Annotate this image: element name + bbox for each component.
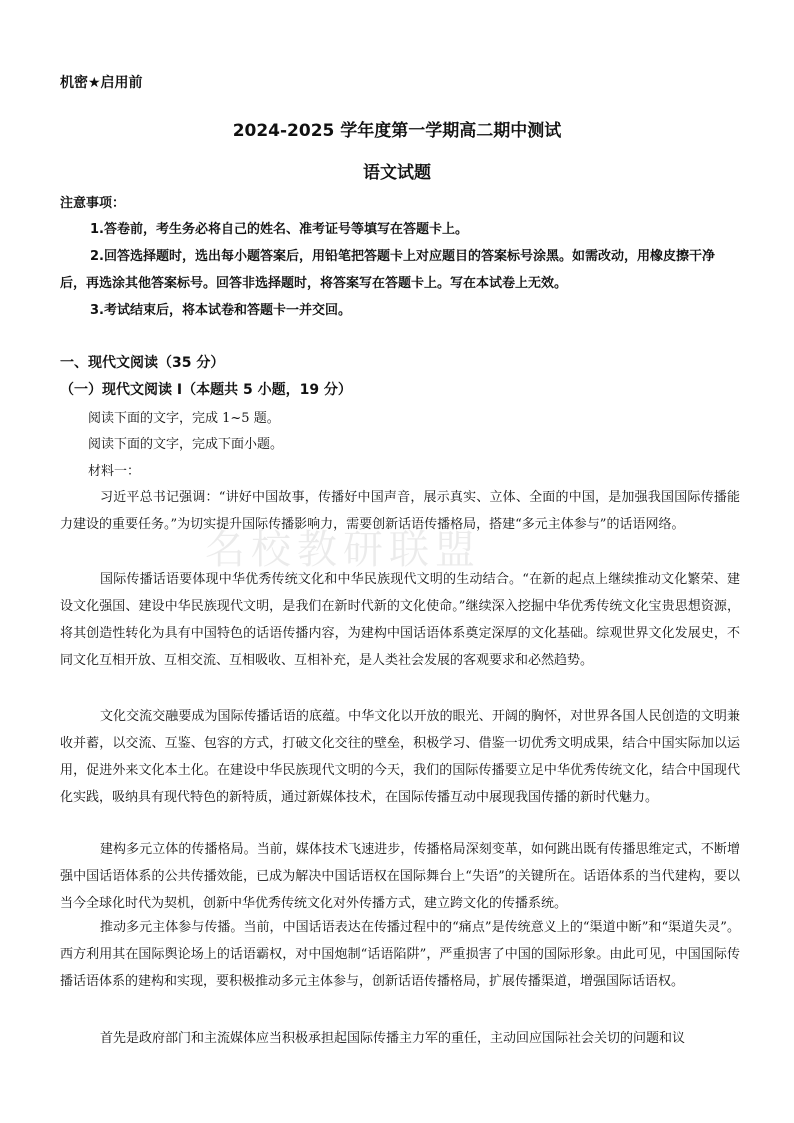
notice-item: 3.考试结束后，将本试卷和答题卡一并交回。 bbox=[90, 303, 351, 318]
exam-title: 2024-2025 学年度第一学期高二期中测试 bbox=[232, 121, 562, 141]
subsection-title: （一）现代文阅读 I（本题共 5 小题，19 分） bbox=[60, 382, 352, 398]
body-paragraph: 习近平总书记强调：“讲好中国故事，传播好中国声音，展示真实、立体、全面的中国，是加强我国国际传播能力建设的重要任务。”为切实提升国际传播影响力，需要创新话语传播格局，搭建“多元主体参与”的话语网络。 bbox=[60, 490, 740, 532]
material-label: 材料一： bbox=[88, 464, 141, 479]
instruction-text: 阅读下面的文字，完成 1~5 题。 bbox=[88, 411, 280, 426]
body-paragraph: 首先是政府部门和主流媒体应当积极承担起国际传播主力军的重任，主动回应国际社会关切的问题和议 bbox=[100, 1031, 686, 1046]
instruction-text: 阅读下面的文字，完成下面小题。 bbox=[88, 437, 284, 452]
watermark: 名校教研联盟 bbox=[205, 527, 481, 573]
confidential-label: 机密★启用前 bbox=[60, 75, 143, 91]
notice-heading: 注意事项： bbox=[60, 196, 126, 211]
body-paragraph: 国际传播话语要体现中华优秀传统文化和中华民族现代文明的生动结合。“在新的起点上继续推动文化繁荣、建设文化强国、建设中华民族现代文明，是我们在新时代新的文化使命。”继续深入挖掘中华优秀传统文化宝贵思想资源，将其创造性转化为具有中国特色的话语传播内容，为建构中国话语体系奠定深厚的文化基础。综观世界文化发展史，不同文化互相开放、互相交流、互相吸收、互相补充，是人类社会发展的客观要求和必然趋势。 bbox=[60, 572, 740, 668]
notice-item: 1.答卷前，考生务必将自己的姓名、准考证号等填写在答题卡上。 bbox=[90, 222, 468, 237]
notice-item: 2.回答选择题时，选出每小题答案后，用铅笔把答题卡上对应题目的答案标号涂黑。如需改动，用橡皮擦干净后，再选涂其他答案标号。回答非选择题时，将答案写在答题卡上。写在本试卷上无效。 bbox=[60, 249, 715, 291]
body-paragraph: 推动多元主体参与传播。当前，中国话语表达在传播过程中的“痛点”是传统意义上的“渠道中断”和“渠道失灵”。西方利用其在国际舆论场上的话语霸权，对中国炮制“话语陷阱”，严重损害了中国的国际形象。由此可见，中国国际传播话语体系的建构和实现，要积极推动多元主体参与，创新话语传播格局，扩展传播渠道，增强国际话语权。 bbox=[60, 920, 740, 989]
body-paragraph: 文化交流交融要成为国际传播话语的底蕴。中华文化以开放的眼光、开阔的胸怀，对世界各国人民创造的文明兼收并蓄，以交流、互鉴、包容的方式，打破文化交往的壁垒，积极学习、借鉴一切优秀文明成果，结合中国实际加以运用，促进外来文化本土化。在建设中华民族现代文明的今天，我们的国际传播要立足中华优秀传统文化，结合中国现代化实践，吸纳具有现代特色的新特质，通过新媒体技术，在国际传播互动中展现我国传播的新时代魅力。 bbox=[60, 709, 740, 805]
body-paragraph: 建构多元立体的传播格局。当前，媒体技术飞速进步，传播格局深刻变革，如何跳出既有传播思维定式，不断增强中国话语体系的公共传播效能，已成为解决中国话语权在国际舞台上“失语”的关键所在。话语体系的当代建构，要以当今全球化时代为契机，创新中华优秀传统文化对外传播方式，建立跨文化的传播系统。 bbox=[60, 842, 740, 911]
section-title: 一、现代文阅读（35 分） bbox=[60, 355, 225, 371]
exam-subtitle: 语文试题 bbox=[363, 163, 431, 183]
